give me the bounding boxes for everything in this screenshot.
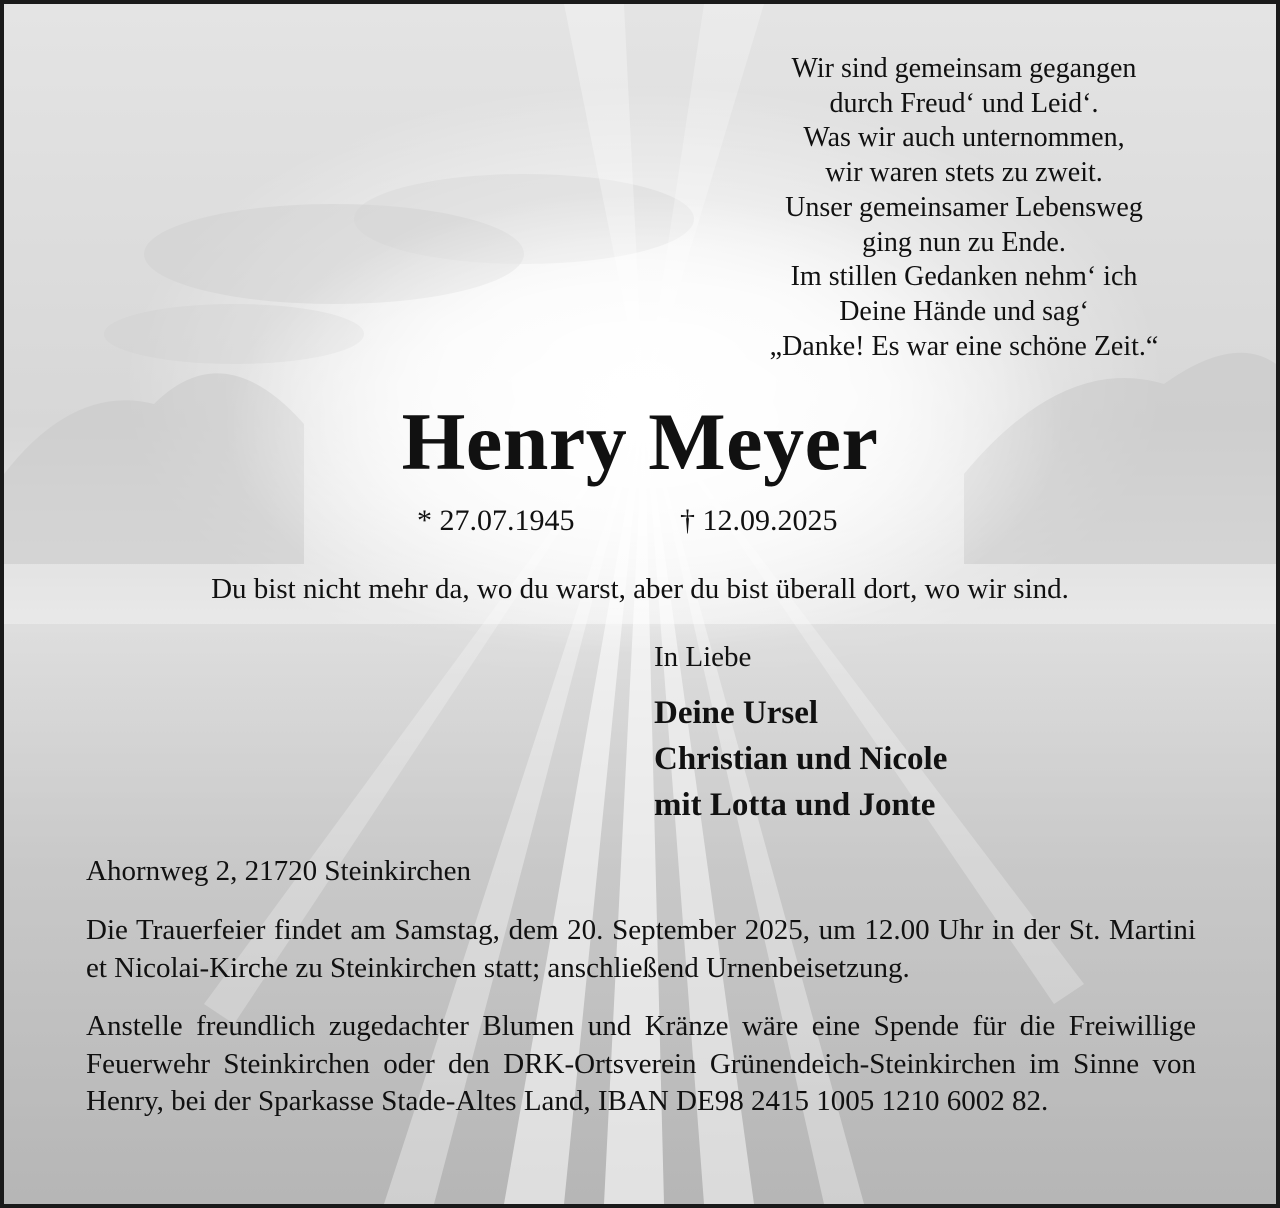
death-date: † 12.09.2025 bbox=[680, 504, 838, 537]
poem-line: ging nun zu Ende. bbox=[862, 226, 1066, 258]
mourner-name: Deine Ursel bbox=[654, 695, 819, 731]
donation-info: Anstelle freundlich zugedachter Blumen und Kränze wäre eine Spende für die Freiwillige Feuerwehr Steinkirchen oder den DRK-Ortsverein Grünendeich-Steinkirchen im Sinne von Henry, bei der Sparkasse Stade-Altes Land, IBAN DE98 2415 1005 1210 6002 82. bbox=[86, 1010, 1196, 1117]
mourners-list bbox=[654, 690, 947, 828]
mourner-name: Christian und Nicole bbox=[654, 741, 948, 777]
mourners-intro: In Liebe bbox=[654, 641, 752, 673]
funeral-info: Die Trauerfeier findet am Samstag, dem 20. September 2025, um 12.00 Uhr in der St. Martini et Nicolai-Kirche zu Steinkirchen statt; anschließend Urnenbeisetzung. bbox=[86, 914, 1196, 984]
poem-line: wir waren stets zu zweit. bbox=[825, 157, 1103, 189]
poem-line: Deine Hände und sag‘ bbox=[839, 295, 1089, 327]
poem-line: „Danke! Es war eine schöne Zeit.“ bbox=[769, 330, 1159, 362]
birth-date: * 27.07.1945 bbox=[417, 504, 575, 537]
poem-line: Unser gemeinsamer Lebensweg bbox=[785, 191, 1143, 223]
poem bbox=[704, 52, 1224, 364]
poem-line: Im stillen Gedanken nehm‘ ich bbox=[790, 261, 1138, 293]
address: Ahornweg 2, 21720 Steinkirchen bbox=[86, 855, 471, 887]
mourner-name: mit Lotta und Jonte bbox=[654, 787, 936, 823]
poem-line: Was wir auch unternommen, bbox=[803, 122, 1125, 154]
deceased-name: Henry Meyer bbox=[401, 396, 879, 487]
poem-line: Wir sind gemeinsam gegangen bbox=[791, 53, 1137, 84]
poem-line: durch Freud‘ und Leid‘. bbox=[829, 87, 1099, 119]
motto: Du bist nicht mehr da, wo du warst, aber du bist überall dort, wo wir sind. bbox=[211, 573, 1069, 605]
